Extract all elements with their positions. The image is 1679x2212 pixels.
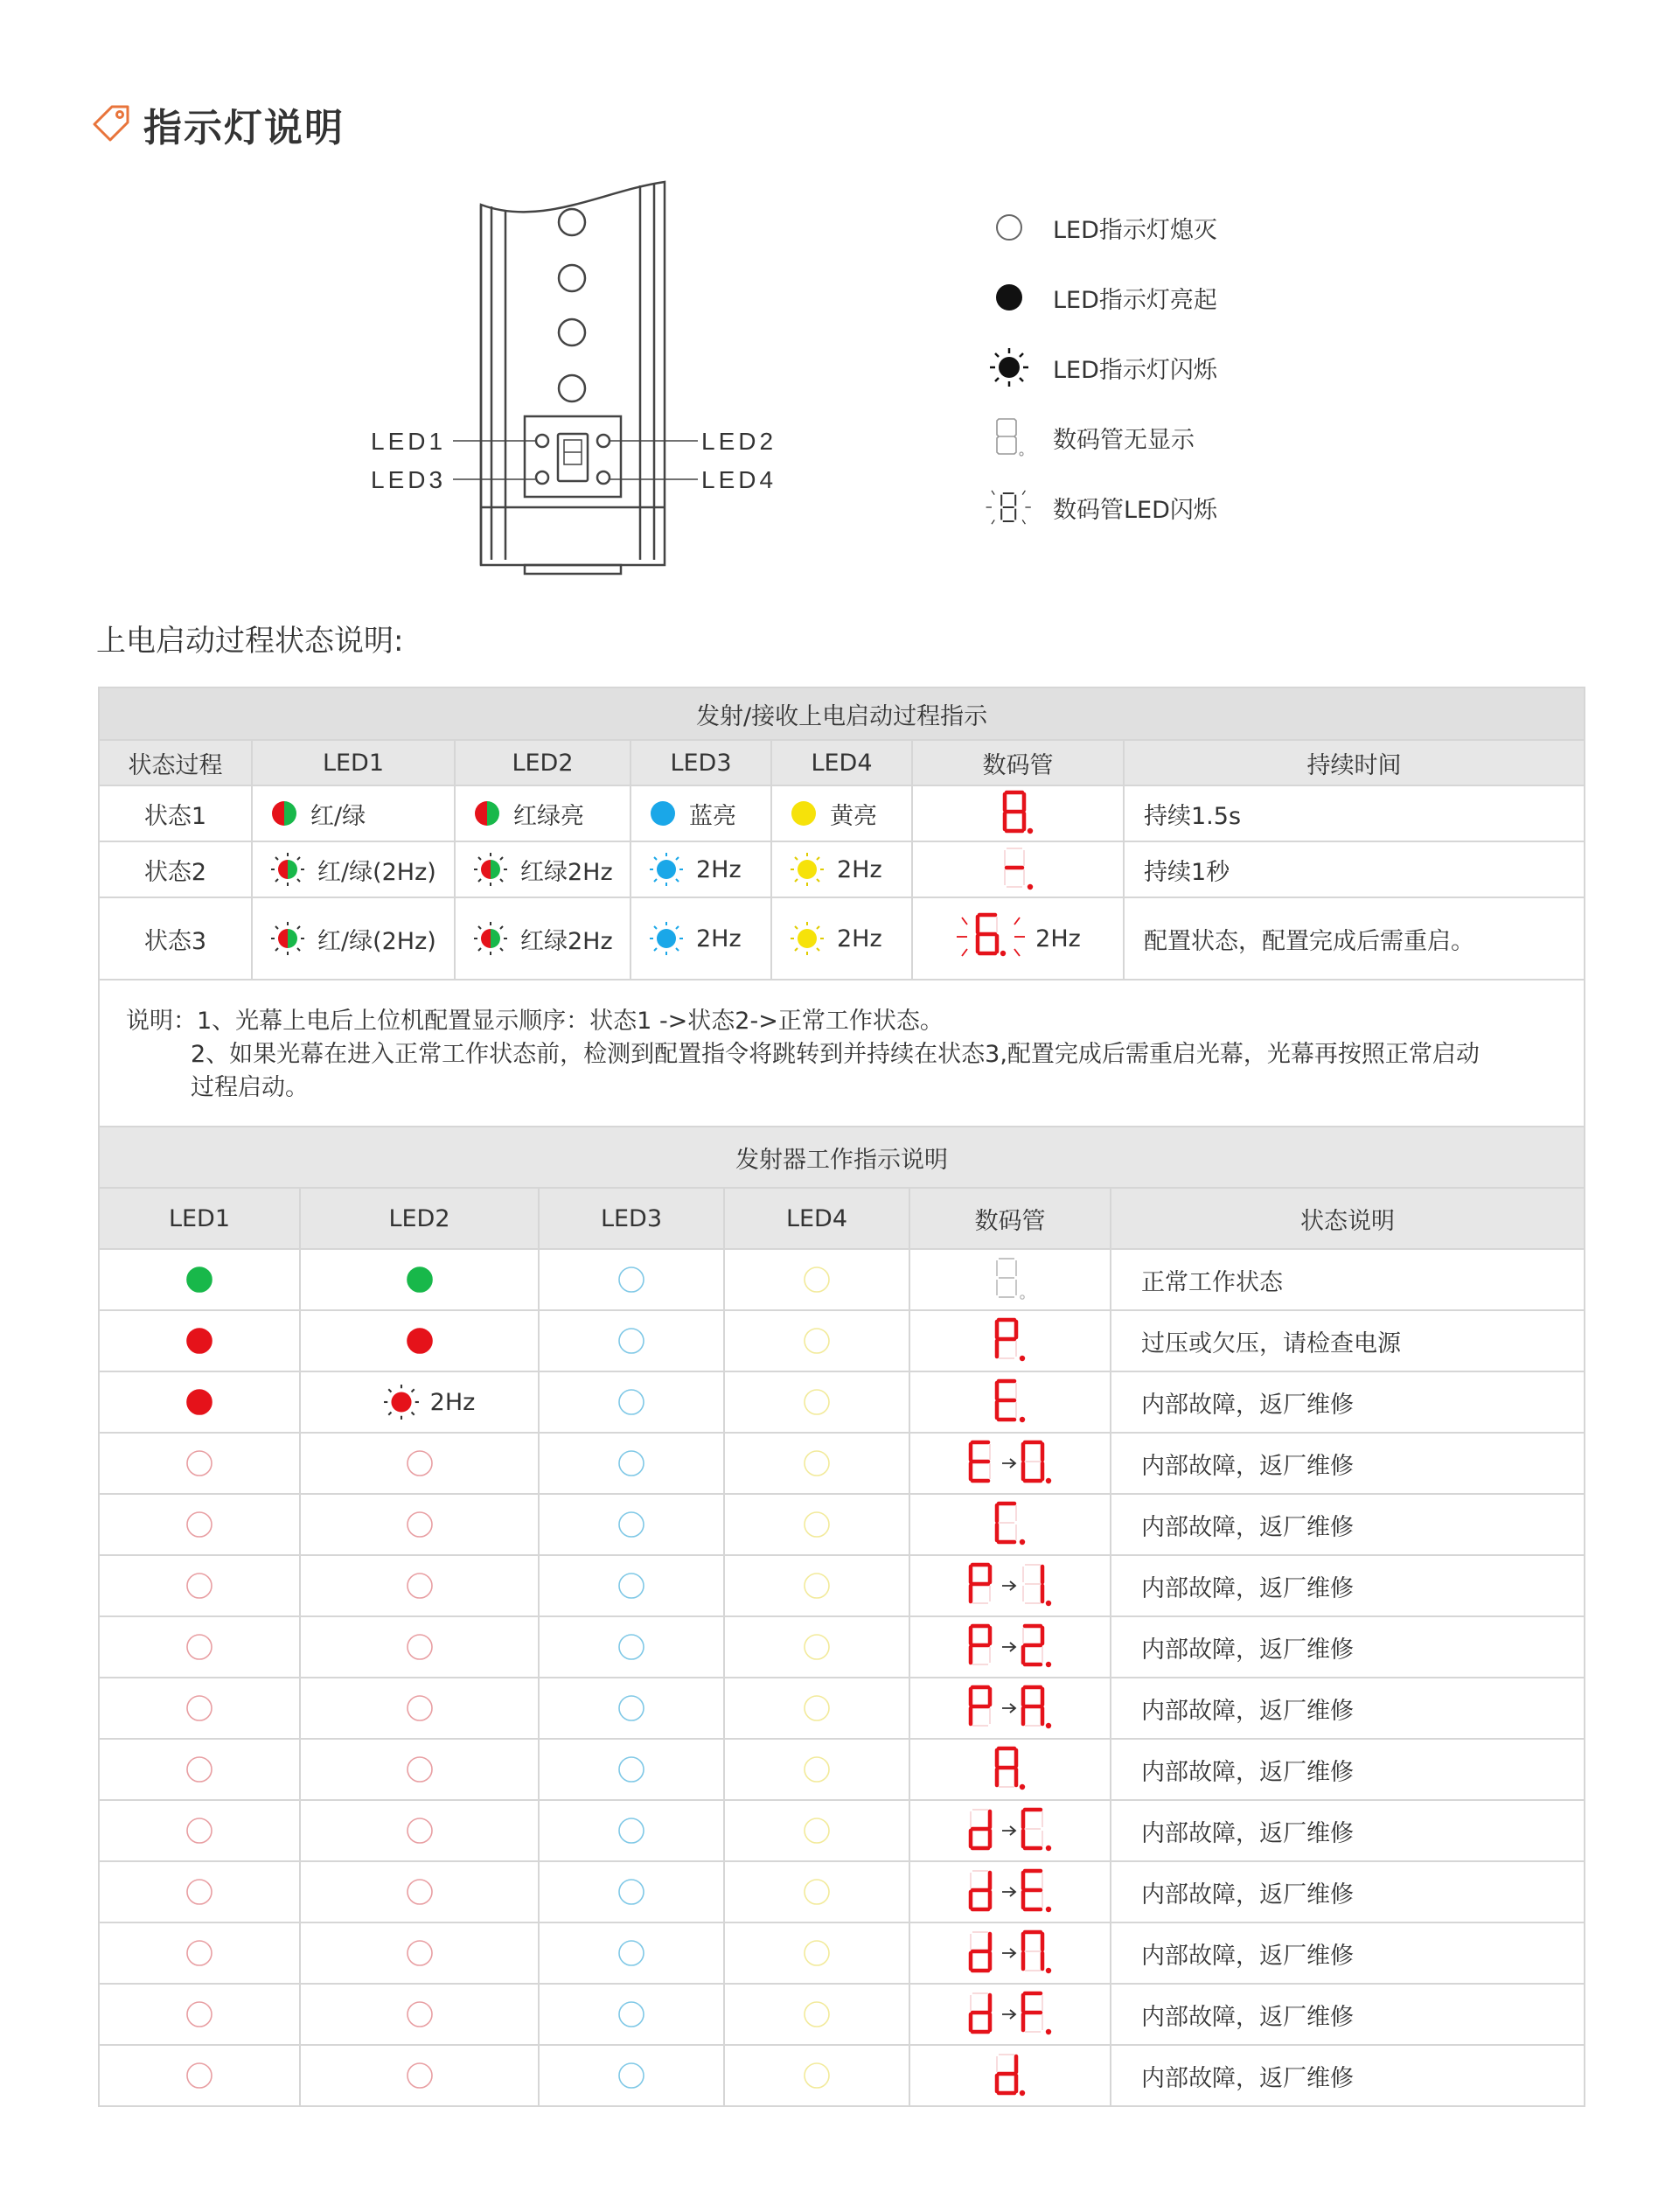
blue-led-blink-icon [649, 852, 684, 887]
red-led-off-icon [405, 1510, 435, 1539]
status-description: 内部故障，返厂维修 [1111, 1800, 1585, 1861]
led-off-icon [985, 203, 1034, 252]
table-row [99, 1249, 1585, 1310]
duration-cell: 持续1秒 [1124, 841, 1585, 897]
yellow-led-off-icon [725, 1693, 909, 1723]
blue-led-blink-icon [649, 921, 684, 956]
red-led-off-icon [405, 1448, 435, 1478]
legend-item [985, 411, 1195, 464]
diagram-label-led3: LED3 [371, 466, 447, 493]
yellow-led-off-icon [725, 1387, 909, 1417]
device-diagram [350, 175, 892, 581]
red-led-off-icon [100, 1755, 299, 1784]
digit-frequency: 2Hz [1035, 925, 1081, 952]
legend-item [985, 341, 1217, 394]
legend-label: 数码管LED闪烁 [1053, 496, 1217, 524]
column-header: 状态说明 [1111, 1188, 1585, 1249]
blue-led-off-icon [540, 1387, 723, 1417]
red-led-off-icon [100, 1448, 299, 1478]
legend-label: LED指示灯闪烁 [1053, 356, 1217, 384]
table-row [99, 1861, 1585, 1922]
red-led-off-icon [405, 1571, 435, 1601]
red-led-off-icon [100, 1632, 299, 1662]
digit-display [910, 1440, 1110, 1487]
status-description: 内部故障，返厂维修 [1111, 1678, 1585, 1739]
status-description: 内部故障，返厂维修 [1111, 1739, 1585, 1800]
red-green-led-blink-icon [270, 852, 305, 887]
table-row [99, 1433, 1585, 1494]
yellow-led-off-icon [725, 1448, 909, 1478]
red-led-off-icon [405, 2061, 435, 2090]
red-led-off-icon [405, 1816, 435, 1846]
status-description: 内部故障，返厂维修 [1111, 1984, 1585, 2045]
digit-display [910, 1746, 1110, 1793]
state-cell: 状态3 [99, 897, 252, 980]
red-led-off-icon [405, 1755, 435, 1784]
red-green-led-blink-icon [270, 921, 305, 956]
yellow-led-blink-icon [790, 852, 825, 887]
column-header: 状态过程 [99, 740, 252, 785]
red-led-off-icon [100, 1693, 299, 1723]
legend-label: LED指示灯亮起 [1053, 286, 1217, 314]
led4-text: 黄亮 [830, 802, 877, 830]
digit-display [910, 1317, 1110, 1364]
status-description: 内部故障，返厂维修 [1111, 1494, 1585, 1555]
emitter-status-table [98, 1126, 1585, 2107]
led4-text: 2Hz [837, 925, 882, 952]
digit-display [910, 1991, 1110, 2038]
yellow-led-off-icon [725, 1632, 909, 1662]
status-description: 正常工作状态 [1111, 1249, 1585, 1310]
column-header: 数码管 [909, 1188, 1111, 1249]
red-led-off-icon [100, 1816, 299, 1846]
yellow-led-off-icon [725, 1755, 909, 1784]
table-row [99, 1616, 1585, 1678]
note-line: 过程启动。 [191, 1074, 309, 1101]
led1-text: 红/绿(2Hz) [317, 927, 436, 955]
red-green-led-icon [270, 799, 298, 827]
digit-display [910, 1562, 1110, 1609]
red-led-off-icon [405, 1632, 435, 1662]
led3-text: 2Hz [696, 855, 742, 883]
digit-display [910, 1807, 1110, 1854]
yellow-led-off-icon [725, 1510, 909, 1539]
red-green-led-blink-icon [473, 852, 508, 887]
diagram-label-led4: LED4 [701, 466, 777, 493]
led2-text: 红绿2Hz [520, 858, 613, 886]
digit-display [913, 846, 1123, 893]
legend-item [985, 271, 1217, 324]
page-title: 指示灯说明 [143, 106, 345, 150]
led1-text: 红/绿 [310, 802, 366, 830]
table-row [99, 1800, 1585, 1861]
digit-blank-icon [985, 413, 1034, 462]
red-led-blink-icon [383, 1384, 420, 1420]
duration-cell: 配置状态，配置完成后需重启。 [1124, 897, 1585, 980]
blue-led-off-icon [540, 1877, 723, 1907]
table-row [99, 1494, 1585, 1555]
table-row [99, 1371, 1585, 1433]
red-led-off-icon [405, 1693, 435, 1723]
red-led-off-icon [100, 1571, 299, 1601]
status-description: 内部故障，返厂维修 [1111, 1433, 1585, 1494]
led-blink-icon [985, 343, 1034, 392]
column-header: LED2 [455, 740, 630, 785]
led4-text: 2Hz [837, 855, 882, 883]
led2-text: 红绿2Hz [520, 927, 613, 955]
table-row [99, 1984, 1585, 2045]
status-description: 内部故障，返厂维修 [1111, 1861, 1585, 1922]
status-description: 内部故障，返厂维修 [1111, 1555, 1585, 1616]
note-line: 2、如果光幕在进入正常工作状态前，检测到配置指令将跳转到并持续在状态3,配置完成后需重启光幕，光幕再按照正常启动 [191, 1041, 1480, 1068]
digit-display [910, 1256, 1110, 1303]
table-caption: 发射/接收上电启动过程指示 [99, 687, 1585, 740]
digit-blink-icon [985, 483, 1034, 532]
yellow-led-icon [790, 799, 818, 827]
note-line: 说明：1、光幕上电后上位机配置显示顺序：状态1 ->状态2->正常工作状态。 [126, 1008, 944, 1035]
state-cell: 状态2 [99, 841, 252, 897]
red-led-off-icon [405, 1938, 435, 1968]
blue-led-off-icon [540, 1693, 723, 1723]
table-row [99, 897, 1585, 980]
column-header: LED4 [724, 1188, 909, 1249]
red-led-off-icon [100, 1877, 299, 1907]
red-led-icon [100, 1326, 299, 1356]
red-green-led-icon [473, 799, 501, 827]
yellow-led-blink-icon [790, 921, 825, 956]
table-note-row [99, 980, 1585, 1130]
blue-led-off-icon [540, 1999, 723, 2029]
digit-display [913, 790, 1123, 837]
table-row [99, 1310, 1585, 1371]
legend-label: 数码管无显示 [1053, 426, 1195, 454]
led-on-icon [985, 273, 1034, 322]
red-led-off-icon [100, 1510, 299, 1539]
red-led-off-icon [100, 2061, 299, 2090]
digit-display-blink [955, 912, 1027, 966]
table-row [99, 2045, 1585, 2106]
tag-icon [91, 103, 131, 147]
column-header: LED1 [252, 740, 455, 785]
legend-item [985, 201, 1217, 254]
table-note [99, 980, 1585, 1130]
red-led-icon [100, 1387, 299, 1417]
yellow-led-off-icon [725, 1938, 909, 1968]
column-header: LED3 [539, 1188, 724, 1249]
table-row [99, 1678, 1585, 1739]
startup-status-table [98, 687, 1585, 1131]
status-description: 过压或欠压，请检查电源 [1111, 1310, 1585, 1371]
column-header: LED1 [99, 1188, 300, 1249]
status-description: 内部故障，返厂维修 [1111, 2045, 1585, 2106]
legend-label: LED指示灯熄灭 [1053, 216, 1217, 244]
red-led-off-icon [100, 1999, 299, 2029]
column-header: 持续时间 [1124, 740, 1585, 785]
blue-led-off-icon [540, 1816, 723, 1846]
diagram-label-led2: LED2 [701, 428, 777, 455]
led3-text: 2Hz [696, 925, 742, 952]
table-row [99, 1739, 1585, 1800]
digit-display [910, 2052, 1110, 2099]
led2-text: 红绿亮 [513, 802, 584, 830]
yellow-led-off-icon [725, 1877, 909, 1907]
blue-led-off-icon [540, 1510, 723, 1539]
green-led-icon [100, 1265, 299, 1294]
digit-display [910, 1623, 1110, 1671]
digit-display [910, 1685, 1110, 1732]
digit-display [910, 1868, 1110, 1915]
section-subtitle: 上电启动过程状态说明: [96, 624, 404, 659]
yellow-led-off-icon [725, 1265, 909, 1294]
led1-text: 红/绿(2Hz) [317, 858, 436, 886]
status-description: 内部故障，返厂维修 [1111, 1371, 1585, 1433]
red-green-led-blink-icon [473, 921, 508, 956]
column-header: LED4 [771, 740, 912, 785]
table-row [99, 841, 1585, 897]
digit-display [910, 1929, 1110, 1977]
red-led-off-icon [405, 1999, 435, 2029]
blue-led-off-icon [540, 1571, 723, 1601]
led2-freq: 2Hz [429, 1388, 476, 1416]
yellow-led-off-icon [725, 1326, 909, 1356]
blue-led-off-icon [540, 1755, 723, 1784]
column-header: LED2 [300, 1188, 539, 1249]
yellow-led-off-icon [725, 1571, 909, 1601]
diagram-label-led1: LED1 [371, 428, 447, 455]
red-led-off-icon [100, 1938, 299, 1968]
blue-led-off-icon [540, 1326, 723, 1356]
digit-display [910, 1378, 1110, 1426]
blue-led-off-icon [540, 1632, 723, 1662]
column-header: 数码管 [912, 740, 1124, 785]
table-row [99, 1922, 1585, 1984]
status-description: 内部故障，返厂维修 [1111, 1922, 1585, 1984]
yellow-led-off-icon [725, 1999, 909, 2029]
yellow-led-off-icon [725, 2061, 909, 2090]
duration-cell: 持续1.5s [1124, 785, 1585, 841]
blue-led-off-icon [540, 1448, 723, 1478]
table-row [99, 1555, 1585, 1616]
table-row [99, 785, 1585, 841]
led3-text: 蓝亮 [689, 802, 736, 830]
blue-led-off-icon [540, 2061, 723, 2090]
legend-item [985, 481, 1217, 534]
digit-display [910, 1501, 1110, 1548]
column-header: LED3 [630, 740, 771, 785]
blue-led-icon [649, 799, 677, 827]
blue-led-off-icon [540, 1938, 723, 1968]
red-led-icon [405, 1326, 435, 1356]
blue-led-off-icon [540, 1265, 723, 1294]
state-cell: 状态1 [99, 785, 252, 841]
yellow-led-off-icon [725, 1816, 909, 1846]
table-caption: 发射器工作指示说明 [99, 1127, 1585, 1188]
green-led-icon [405, 1265, 435, 1294]
status-description: 内部故障，返厂维修 [1111, 1616, 1585, 1678]
red-led-off-icon [405, 1877, 435, 1907]
